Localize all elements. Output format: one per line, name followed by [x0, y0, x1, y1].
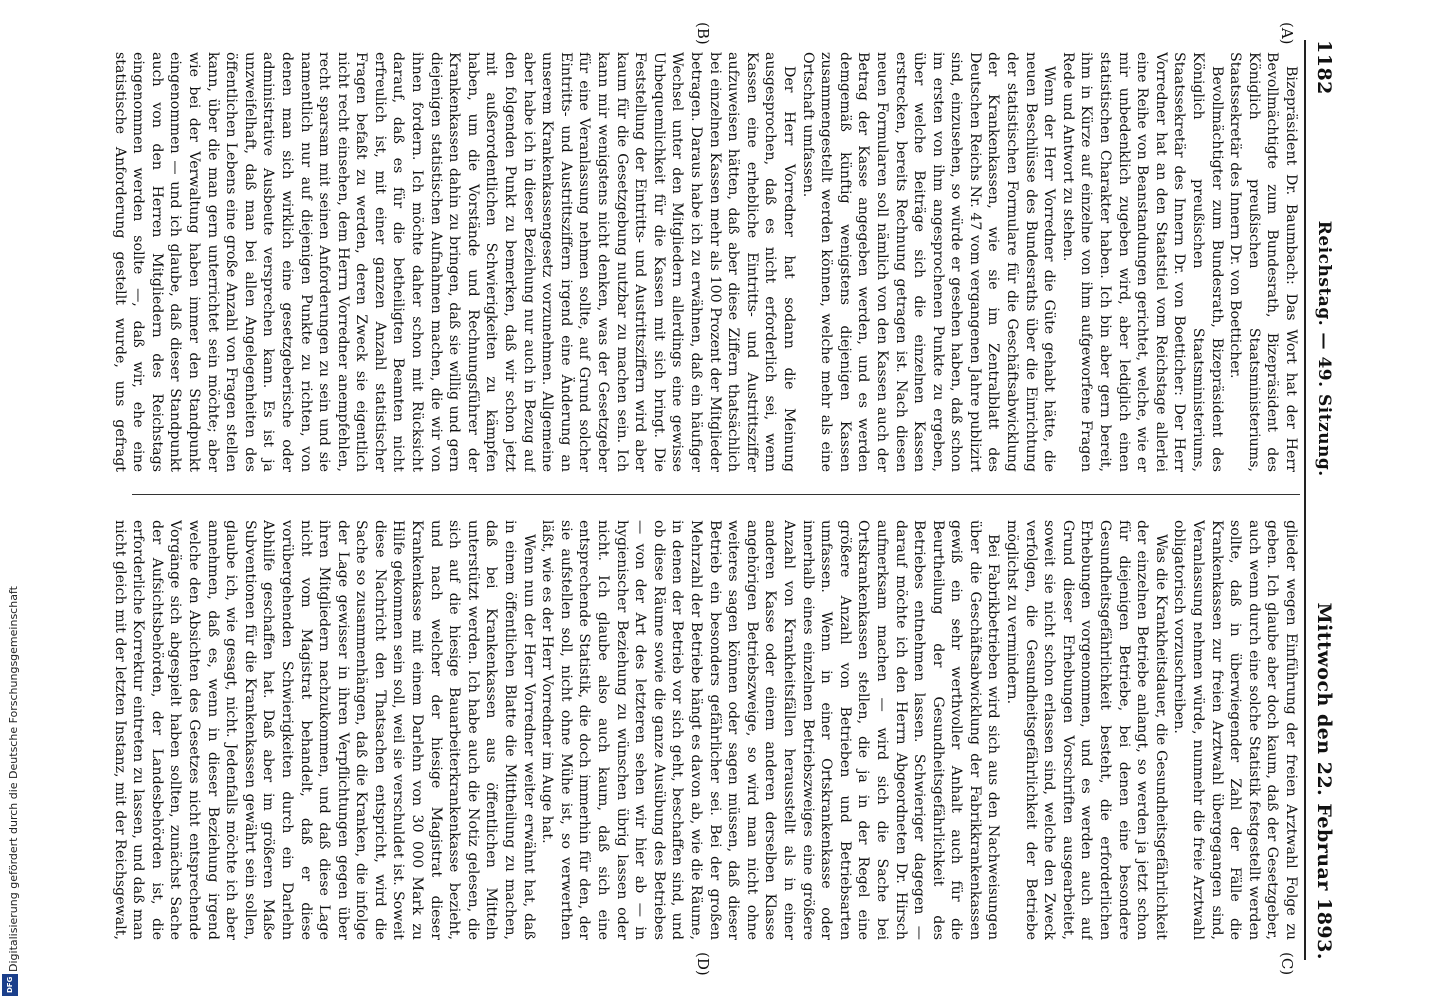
right-column: [112, 520, 1300, 940]
session-title: Reichstag. — 49. Sitzung.: [1314, 220, 1334, 477]
page-header: [1308, 40, 1340, 960]
paragraph: Der Herr Vorredner hat sodann die Meinung ausgesprochen, daß es nicht erforderlich sei, wenn Kassen eine erhebliche Eintritts- und Austrittsziffer aufzuweisen hätten, daß aber diese Ziffern thatsächlich bei einzelnen Kassen mehr als 100 Prozent der Mitglieder betragen. Daraus habe ich zu erwähnen, daß ein häufiger Wechsel unter den Mitgliedern allerdings eine gewisse Unbequemlichkeit für die Kassen mit sich bringt. Die Feststellung der Eintritts- und Austrittsziffern wird aber kaum für die Gesetzgebung nutzbar zu machen sein. Ich kann mir wenigstens nicht denken, was der Gesetzgeber für eine Veranlassung nehmen sollte, auf Grund solcher Eintritts- und Austrittsziffern irgend eine Änderung an unserem Krankenkassengesetz vorzunehmen. Allgemeine aber habe ich in dieser Beziehung nur auch in Bezug auf den folgenden Punkt zu bemerken, daß wir schon jetzt mit außerordentlichen Schwierigkeiten zu kämpfen haben, um die Vorstände und Rechnungsführer der Krankenkassen dahin zu bringen, daß sie willig und gern diejenigen statistischen Aufnahmen machen, die wir von ihnen fordern. Ich möchte daher schon mit Rücksicht darauf, daß es für die betheiligten Beamten nicht erfreulich ist, mit einer ganzen Anzahl statistischer Fragen befaßt zu werden, deren Zweck sie eigentlich nicht recht einsehen, dem Herrn Vorredner anempfehlen, recht sparsam mit seinen Anforderungen zu sein und sie namentlich nur auf diejenigen Punkte zu richten, von denen man sich wirklich eine gesetzgeberische oder administrative Ausbeute versprechen kann. Es ist ja unzweifelhaft, daß man bei allen Angelegenheiten des öffentlichen Lebens eine große Anzahl von Fragen stellen kann, über die man gern unterrichtet sein möchte; aber wie bei der Verwaltung haben immer den Standpunkt eingenommen — und ich glaube, daß dieser Standpunkt auch von den Herren Mitgliedern des Reichstags eingenommen werden sollte —, daß wir, ehe eine statistische Anforderung gestellt wurde, uns gefragt: [112, 52, 797, 472]
paragraph: Bizepräsident Dr. Baumbach: Das Wort hat der Herr Bevollmächtigte zum Bundesrath, Bizepräsident des Königlich preußischen Staatsministeriums, Staatssekretär des Innern Dr. von Boetticher.: [1227, 52, 1299, 472]
left-column: [112, 52, 1300, 472]
paragraph: Bei Fabrikbetrieben wird sich aus den Nachweisungen über die Geschäftsabwicklung der Fabrikkrankenkassen gewiß ein sehr werthvoller Anhalt auch für die Beurtheilung der Gesundheitsgefährlichkeit des Betriebes entnehmen lassen. Schwieriger dagegen — darauf möchte ich den Herrn Abgeordneten Dr. Hirsch aufmerksam machen — wird sich die Sache bei Ortskrankenkassen stellen, die ja in der Regel eine größere Anzahl von Betrieben und Betriebsarten umfassen. Wenn in einer Ortskrankenkasse oder innerhalb eines einzelnen Betriebszweiges eine größere Anzahl von Krankheitsfällen herausstellt als in einer anderen Kasse oder einem anderen derselben Klasse angehörigen Betriebszweige, so wird man nicht ohne weiteres sagen können oder sagen müssen, daß dieser Betrieb ein besonders gefährlicher sei. Bei der großen Mehrzahl der Betriebe hängt es davon ab, wie die Räume, in denen der Betrieb vor sich geht, beschaffen sind, und ob diese Räume sowie die ganze Ausübung des Betriebes — von der Art des letzteren sehen wir hier ab — in hygienischer Beziehung zu wünschen übrig lassen oder nicht. Ich glaube also auch kaum, daß sich eine entsprechende Statistik, die doch immerhin für den, der sie aufstellen soll, nicht ohne Mühe ist, so verwerthen läßt, wie es der Herr Vorredner im Auge hat.: [539, 520, 1002, 940]
margin-marker-b: (B): [694, 22, 712, 45]
page-number: 1182: [1313, 40, 1335, 95]
rotated-page: [102, 0, 1352, 1000]
margin-marker-a: (A): [1278, 22, 1296, 45]
session-date: Mittwoch den 22. Februar 1893.: [1313, 602, 1335, 960]
paragraph: Wenn der Herr Vorredner die Güte gehabt hätte, die neuen Beschlüsse des Bundesraths über die Einrichtung der statistischen Formulare für die Geschäftsabwicklung der Krankenkassen, wie sie im Zentralblatt des Deutschen Reichs Nr. 47 vom vergangenen Jahre publizirt sind, einzusehen, so würde er gesehen haben, daß schon im ersten von ihm angesprochenen Punkte zu ergeben, über welche Beiträge sich die einzelnen Kassen erstrecken, bereits Rechnung getragen ist. Nach diesen neuen Formularen soll nämlich von den Kassen auch der Betrag der Kasse angegeben werden, und es werden demgemäß künftig wenigstens diejenigen Kassen zusammengestellt werden können, welche mehr als eine Ortschaft umfassen.: [799, 52, 1058, 472]
digitization-credit: Digitalisierung gefördert durch die Deutsche Forschungsgemeinschaft: [7, 586, 20, 972]
dfg-logo-icon: DFG: [2, 974, 18, 996]
margin-marker-d: (D): [694, 952, 712, 976]
margin-marker-c: (C): [1278, 952, 1296, 976]
paragraph: Bevollmächtigter zum Bundesrath, Bizepräsident des Königlich preußischen Staatsministeriums, Staatssekretär des Innern Dr. von Boetticher: Der Herr Vorredner hat an den Staatstiel vom Reichstage allerlei eine Reihe von Beanstandungen gerichtet, welche, wie er mir unbedenklich zugeben wird, aber lediglich einen statistischen Charakter haben. Ich bin aber gern bereit, ihm in Kürze auf einzelne von ihm aufgeworfene Fragen Rede und Antwort zu stehen.: [1059, 52, 1225, 472]
column-divider: [132, 494, 1300, 495]
digitization-footer: [0, 0, 28, 1000]
paragraph: Wenn nun der Herr Vorredner weiter erwähnt hat, daß in einem öffentlichen Blatte die Mittheilung zu machen, daß bei Krankenkassen aus öffentlichen Mitteln unterstützt werden. Ich habe auch die Notiz gelesen, die sich auf die hiesige Bauarbeiterkrankenkasse bezieht, und nach welcher der hiesige Magistrat dieser Krankenkasse mit einem Darlehn von 30 000 Mark zu Hilfe gekommen sein soll, weil sie verschuldet ist. Soweit diese Nachricht den Thatsachen entspricht, wird die Sache so zusammenhängen, daß die Kranken, die infolge der Lage gewisser in ihren Verpflichtungen gegen über ihren Mitgliedern nachzukommen, und daß diese Lage nicht vom Magistrat behandelt, daß er diese vorübergehenden Schwierigkeiten durch ein Darlehn Abhilfe geschaffen hat. Daß aber im größeren Maße Subventionen für die Krankenkassen gewährt sein sollen, glaube ich, wie gesagt, nicht. Jedenfalls möchte ich aber annehmen, daß es, wenn in dieser Beziehung irgend welche den Absichten des Gesetzes nicht entsprechende Vorgänge sich abgespielt haben sollten, zunächst Sache der Aufsichtsbehörden, der Landesbehörden ist, die erforderliche Korrektur eintreten zu lassen, und daß man nicht gleich mit der letzten Instanz, mit der Reichsgewalt,: [112, 520, 537, 940]
paragraph: glieder wegen Einführung der freien Arztwahl Folge zu geben. Ich glaube aber doch kaum, daß der Gesetzgeber, auch wenn durch eine solche Statistik festgestellt werden sollte, daß in überwiegender Zahl der Fälle die Krankenkassen zur freien Arztwahl übergegangen sind, Veranlassung nehmen würde, nunmehr die freie Arztwahl obligatorisch vorzuschreiben.: [1171, 520, 1299, 940]
paragraph: Was die Krankheitsdauer, die Gesundheitsgefährlichkeit der einzelnen Betriebe anlangt, so werden ja jetzt schon für diejenigen Betriebe, bei denen eine besondere Gesundheitsgefährlichkeit besteht, die erforderlichen Erhebungen vorgenommen, und es werden auch auf Grund dieser Erhebungen Vorschriften ausgearbeitet, soweit sie nicht schon erlassen sind, welche den Zweck verfolgen, die Gesundheitsgefährlichkeit der Betriebe möglichst zu vermindern.: [1004, 520, 1169, 940]
header-rule: [1304, 40, 1306, 960]
page-content: [102, 0, 1352, 1000]
